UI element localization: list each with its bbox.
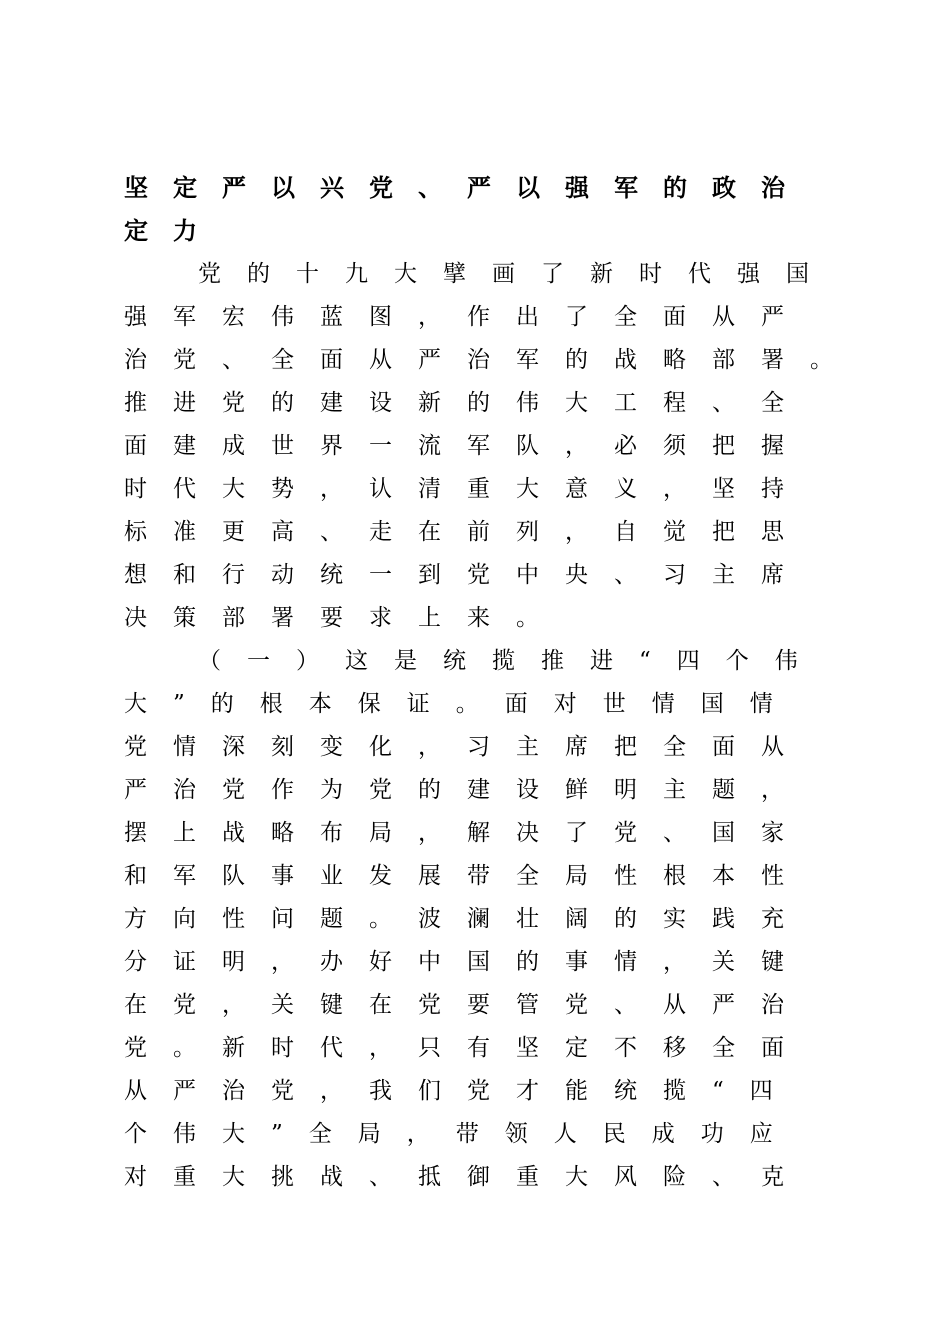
paragraph-line: 强军宏伟蓝图，作出了全面从严: [124, 304, 810, 330]
heading-line: 定力: [124, 217, 222, 245]
paragraph-line: 决策部署要求上来。: [124, 605, 565, 631]
paragraph-line: 分证明，办好中国的事情，关键: [124, 949, 810, 975]
paragraph-line: 想和行动统一到党中央、习主席: [124, 562, 810, 588]
paragraph-line: 从严治党，我们党才能统揽“四: [124, 1078, 799, 1104]
paragraph-line: 个伟大”全局，带领人民成功应: [124, 1121, 799, 1147]
paragraph-line: 严治党作为党的建设鲜明主题，: [124, 777, 810, 803]
paragraph-line: 面建成世界一流军队，必须把握: [124, 433, 810, 459]
paragraph-line: 摆上战略布局，解决了党、国家: [124, 820, 810, 846]
paragraph-line: 党。新时代，只有坚定不移全面: [124, 1035, 810, 1061]
paragraph-line: 和军队事业发展带全局性根本性: [124, 863, 810, 889]
paragraph-line: 标准更高、走在前列，自觉把思: [124, 519, 810, 545]
paragraph-line: 时代大势，认清重大意义，坚持: [124, 476, 810, 502]
paragraph-line: 推进党的建设新的伟大工程、全: [124, 390, 810, 416]
paragraph-line: 党情深刻变化，习主席把全面从: [124, 734, 810, 760]
paragraph-line: （一）这是统揽推进“四个伟: [198, 648, 824, 674]
heading-line: 坚定严以兴党、严以强军的政治: [124, 174, 810, 202]
paragraph-line: 对重大挑战、抵御重大风险、克: [124, 1164, 810, 1190]
paragraph-line: 治党、全面从严治军的战略部署。: [124, 347, 859, 373]
paragraph-line: 党的十九大擘画了新时代强国: [198, 261, 835, 287]
paragraph-line: 在党，关键在党要管党、从严治: [124, 992, 810, 1018]
paragraph-line: 大”的根本保证。面对世情国情: [124, 691, 799, 717]
paragraph-line: 方向性问题。波澜壮阔的实践充: [124, 906, 810, 932]
